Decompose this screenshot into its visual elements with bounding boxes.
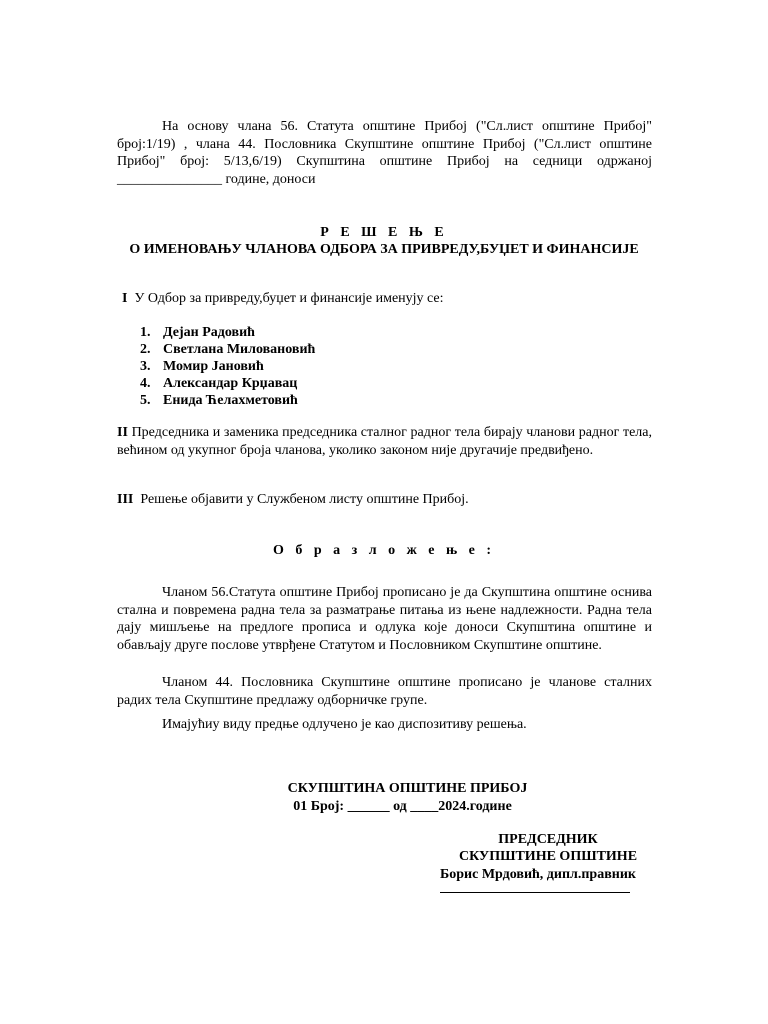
section-3-roman: III: [117, 492, 134, 507]
explanation-paragraph-1: Чланом 56.Статута општине Прибој прописано је да Скупштина општине оснива стална и повремена радна тела за разматрање питања из њене надлежности. Радна тела дају мишљење на предлоге прописа и одлука које доноси Скупштина општине и обављају друге послове утврђене Статутом и Пословником Скупштине општине.: [117, 585, 652, 653]
document-subtitle: О ИМЕНОВАЊУ ЧЛАНОВА ОДБОРА ЗА ПРИВРЕДУ,БУЏЕТ И ФИНАНСИЈЕ: [129, 242, 639, 257]
member-number: 3.: [140, 359, 151, 374]
member-list: [140, 324, 315, 409]
section-2: [117, 424, 652, 459]
member-name: Светлана Миловановић: [163, 342, 316, 357]
document-title: Р Е Ш Е Њ Е: [320, 225, 448, 240]
explanation-title: О б р а з л о ж е њ е :: [272, 543, 496, 558]
explanation-paragraph-2: Чланом 44. Пословника Скупштине општине прописано је чланове сталних радих тела Скупштине предлажу одборничке групе.: [117, 675, 652, 708]
president-name: Борис Мрдовић, дипл.правник: [440, 867, 636, 882]
section-2-roman: II: [117, 425, 128, 440]
member-number: 1.: [140, 325, 151, 340]
section-2-text: Председника и заменика председника сталног радног тела бирају чланови радног тела, већином од укупног броја чланова, уколико законом није другачије предвиђено.: [117, 425, 653, 458]
list-item: [140, 324, 315, 341]
signature-line: [440, 892, 630, 893]
section-3-text: Решење објавити у Службеном листу општине Прибој.: [140, 492, 469, 507]
section-3: [117, 491, 652, 509]
member-name: Момир Јановић: [163, 359, 264, 374]
member-name: Енида Ћелахметовић: [163, 393, 298, 408]
section-1: [122, 290, 657, 308]
member-number: 2.: [140, 342, 151, 357]
explanation-paragraph-3: Имајућиу виду предње одлучено је као диспозитиву решења.: [162, 717, 527, 732]
president-body: СКУПШТИНЕ ОПШТИНЕ: [458, 849, 638, 864]
assembly-name: СКУПШТИНА ОПШТИНЕ ПРИБОЈ: [287, 781, 528, 796]
section-1-roman: I: [122, 291, 128, 306]
member-number: 5.: [140, 393, 151, 408]
member-name: Александар Крџавац: [163, 376, 298, 391]
list-item: [140, 358, 315, 375]
list-item: [140, 375, 315, 392]
member-name: Дејан Радовић: [163, 325, 255, 340]
member-number: 4.: [140, 376, 151, 391]
document-number: 01 Број: ______ од ____2024.године: [293, 799, 512, 814]
preamble-paragraph: На основу члана 56. Статута општине Прибој ("Сл.лист општине Прибој" број:1/19) , члана 44. Пословника Скупштине општине Прибој ("Сл.лист општине Прибој" број: 5/13,6/19) Скупштина општине Прибој на седници одржаној _______________ године, доноси: [117, 119, 652, 187]
list-item: [140, 392, 315, 409]
list-item: [140, 341, 315, 358]
president-title: ПРЕДСЕДНИК: [498, 832, 598, 847]
section-1-text: У Одбор за привреду,буџет и финансије именују се:: [134, 291, 444, 306]
